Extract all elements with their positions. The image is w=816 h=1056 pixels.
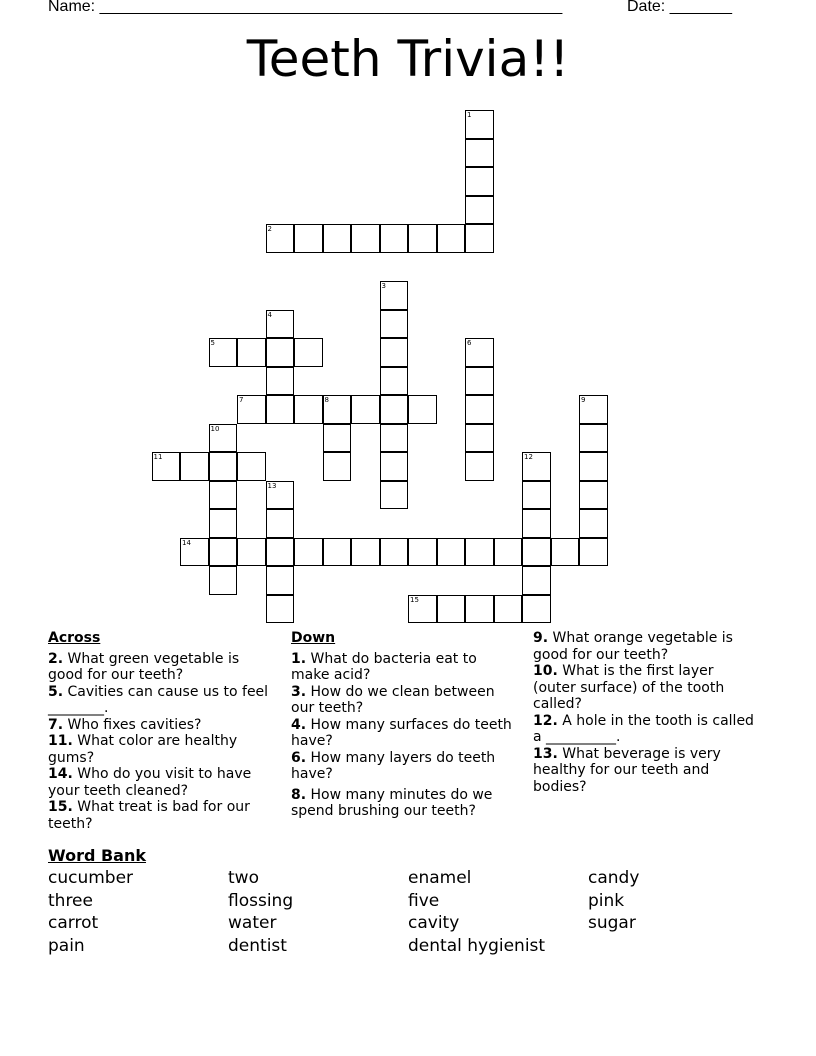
crossword-cell[interactable] xyxy=(437,224,466,253)
crossword-cell[interactable] xyxy=(294,538,323,567)
crossword-cell[interactable] xyxy=(209,481,238,510)
crossword-cell[interactable] xyxy=(465,395,494,424)
word-bank-word: cavity xyxy=(408,913,460,933)
down-heading: Down xyxy=(291,630,336,646)
crossword-cell[interactable] xyxy=(180,538,209,567)
cell-number: 4 xyxy=(267,310,272,319)
crossword-cell[interactable] xyxy=(237,338,266,367)
crossword-cell[interactable] xyxy=(351,224,380,253)
word-bank-word: five xyxy=(408,890,440,911)
crossword-cell[interactable] xyxy=(380,281,409,310)
crossword-cell[interactable] xyxy=(465,452,494,481)
across-heading: Across xyxy=(48,630,101,646)
page-title: Teeth Trivia!! xyxy=(246,30,570,88)
crossword-cell[interactable] xyxy=(266,538,295,567)
crossword-cell[interactable] xyxy=(266,338,295,367)
word-bank-word: enamel xyxy=(408,868,472,888)
crossword-cell[interactable] xyxy=(465,196,494,225)
clue-down-12: 12. A hole in the tooth is called a __________. xyxy=(533,712,754,745)
name-field: Name: ____________________________________________________ xyxy=(48,0,563,15)
crossword-cell[interactable] xyxy=(294,338,323,367)
crossword-cell[interactable] xyxy=(209,509,238,538)
crossword-cell[interactable] xyxy=(237,452,266,481)
cell-number: 8 xyxy=(324,396,329,404)
crossword-cell[interactable] xyxy=(209,338,238,367)
crossword-cell[interactable] xyxy=(209,538,238,567)
crossword-cell[interactable] xyxy=(351,538,380,567)
crossword-cell[interactable] xyxy=(323,424,352,453)
crossword-cell[interactable] xyxy=(465,338,494,367)
cell-number: 5 xyxy=(210,339,215,347)
cell-number: 11 xyxy=(153,453,163,461)
word-bank-word: cucumber xyxy=(48,868,134,888)
clue-down-3: 3. How do we clean between our teeth? xyxy=(291,683,495,716)
crossword-cell[interactable] xyxy=(266,509,295,538)
crossword-cell[interactable] xyxy=(380,224,409,253)
date-field: Date: _______ xyxy=(627,0,732,15)
crossword-cell[interactable] xyxy=(408,595,437,624)
word-bank-word: water xyxy=(228,913,277,933)
cell-number: 7 xyxy=(239,396,244,404)
crossword-cell[interactable] xyxy=(380,338,409,367)
word-bank-word: two xyxy=(228,868,259,888)
crossword-cell[interactable] xyxy=(522,481,551,510)
word-bank-heading: Word Bank xyxy=(48,846,147,865)
crossword-cell[interactable] xyxy=(579,424,608,453)
crossword-cell[interactable] xyxy=(266,566,295,595)
crossword-cell[interactable] xyxy=(579,452,608,481)
clue-down-10: 10. What is the first layer (outer surface) of the tooth called? xyxy=(533,663,725,712)
word-bank-word: candy xyxy=(588,868,640,888)
crossword-cell[interactable] xyxy=(380,481,409,510)
word-bank-word: pink xyxy=(588,890,625,911)
cell-number: 14 xyxy=(182,538,191,547)
clue-across-2: 2. What green vegetable is good for our teeth? xyxy=(48,650,240,683)
crossword-cell[interactable] xyxy=(437,595,466,624)
crossword-cell[interactable] xyxy=(408,395,437,424)
crossword-cell[interactable] xyxy=(465,224,494,253)
crossword-cell[interactable] xyxy=(380,452,409,481)
crossword-cell[interactable] xyxy=(465,110,494,139)
down-clues-continued xyxy=(533,630,755,795)
clue-across-14: 14. Who do you visit to have your teeth cleaned? xyxy=(48,766,252,799)
crossword-cell[interactable] xyxy=(494,538,523,567)
crossword-cell[interactable] xyxy=(408,224,437,253)
word-bank-word: three xyxy=(48,890,93,911)
word-bank-word: pain xyxy=(48,935,85,956)
crossword-cell[interactable] xyxy=(237,538,266,567)
crossword-cell[interactable] xyxy=(522,595,551,624)
crossword-cell[interactable] xyxy=(266,310,295,339)
crossword-cell[interactable] xyxy=(209,452,238,481)
word-bank-word: carrot xyxy=(48,913,99,933)
crossword-cell[interactable] xyxy=(266,481,295,510)
clue-across-5: 5. Cavities can cause us to feel ________. xyxy=(48,683,269,716)
crossword-cell[interactable] xyxy=(323,395,352,424)
crossword-cell[interactable] xyxy=(465,167,494,196)
crossword-cell[interactable] xyxy=(237,395,266,424)
crossword-cell[interactable] xyxy=(266,595,295,624)
cell-number: 9 xyxy=(581,396,586,404)
clue-across-11: 11. What color are healthy gums? xyxy=(48,733,238,766)
clue-across-7: 7. Who fixes cavities? xyxy=(48,716,202,733)
crossword-cell[interactable] xyxy=(266,224,295,253)
crossword-cell[interactable] xyxy=(465,424,494,453)
crossword-cell[interactable] xyxy=(494,595,523,624)
down-clues xyxy=(291,630,513,820)
crossword-cell[interactable] xyxy=(579,538,608,567)
crossword-cell[interactable] xyxy=(465,538,494,567)
crossword-cell[interactable] xyxy=(294,395,323,424)
crossword-cell[interactable] xyxy=(323,538,352,567)
word-bank-word: flossing xyxy=(228,890,294,911)
crossword-cell[interactable] xyxy=(437,538,466,567)
clue-down-4: 4. How many surfaces do teeth have? xyxy=(291,716,512,749)
crossword-cell[interactable] xyxy=(522,452,551,481)
crossword-cell[interactable] xyxy=(380,367,409,396)
crossword-cell[interactable] xyxy=(551,538,580,567)
crossword-cell[interactable] xyxy=(465,367,494,396)
cell-number: 2 xyxy=(267,225,272,233)
cell-number: 10 xyxy=(210,424,220,433)
cell-number: 1 xyxy=(467,111,472,119)
word-bank-word: dentist xyxy=(228,935,287,956)
crossword-cell[interactable] xyxy=(152,452,181,481)
crossword-cell[interactable] xyxy=(323,452,352,481)
crossword-cell[interactable] xyxy=(323,224,352,253)
crossword-cell[interactable] xyxy=(522,538,551,567)
crossword-cell[interactable] xyxy=(380,538,409,567)
clue-across-15: 15. What treat is bad for our teeth? xyxy=(48,799,250,832)
crossword-cell[interactable] xyxy=(522,566,551,595)
crossword-cell[interactable] xyxy=(380,310,409,339)
crossword-cell[interactable] xyxy=(522,509,551,538)
clue-down-6: 6. How many layers do teeth have? xyxy=(291,749,496,782)
crossword-cell[interactable] xyxy=(579,481,608,510)
crossword-cell[interactable] xyxy=(294,224,323,253)
clue-down-13: 13. What beverage is very healthy for our teeth and bodies? xyxy=(533,745,721,795)
cell-number: 12 xyxy=(524,453,533,461)
crossword-cell[interactable] xyxy=(465,139,494,168)
clue-down-1: 1. What do bacteria eat to make acid? xyxy=(291,650,477,683)
crossword-cell[interactable] xyxy=(180,452,209,481)
cell-number: 6 xyxy=(467,339,472,347)
cell-number: 15 xyxy=(410,595,419,604)
crossword-cell[interactable] xyxy=(209,566,238,595)
across-clues xyxy=(48,630,270,832)
crossword-cell[interactable] xyxy=(266,395,295,424)
crossword-cell[interactable] xyxy=(408,538,437,567)
cell-number: 3 xyxy=(381,282,386,290)
cell-number: 13 xyxy=(267,481,277,490)
crossword-cell[interactable] xyxy=(380,424,409,453)
word-bank-word: sugar xyxy=(588,913,636,933)
crossword-cell[interactable] xyxy=(266,367,295,396)
crossword-cell[interactable] xyxy=(351,395,380,424)
crossword-cell[interactable] xyxy=(579,509,608,538)
clue-down-9: 9. What orange vegetable is good for our teeth? xyxy=(533,630,733,663)
crossword-cell[interactable] xyxy=(465,595,494,624)
word-bank-word: dental hygienist xyxy=(408,935,546,956)
crossword-cell[interactable] xyxy=(380,395,409,424)
crossword-cell[interactable] xyxy=(579,395,608,424)
clue-down-8: 8. How many minutes do we spend brushing our teeth? xyxy=(291,786,493,819)
crossword-cell[interactable] xyxy=(209,424,238,453)
